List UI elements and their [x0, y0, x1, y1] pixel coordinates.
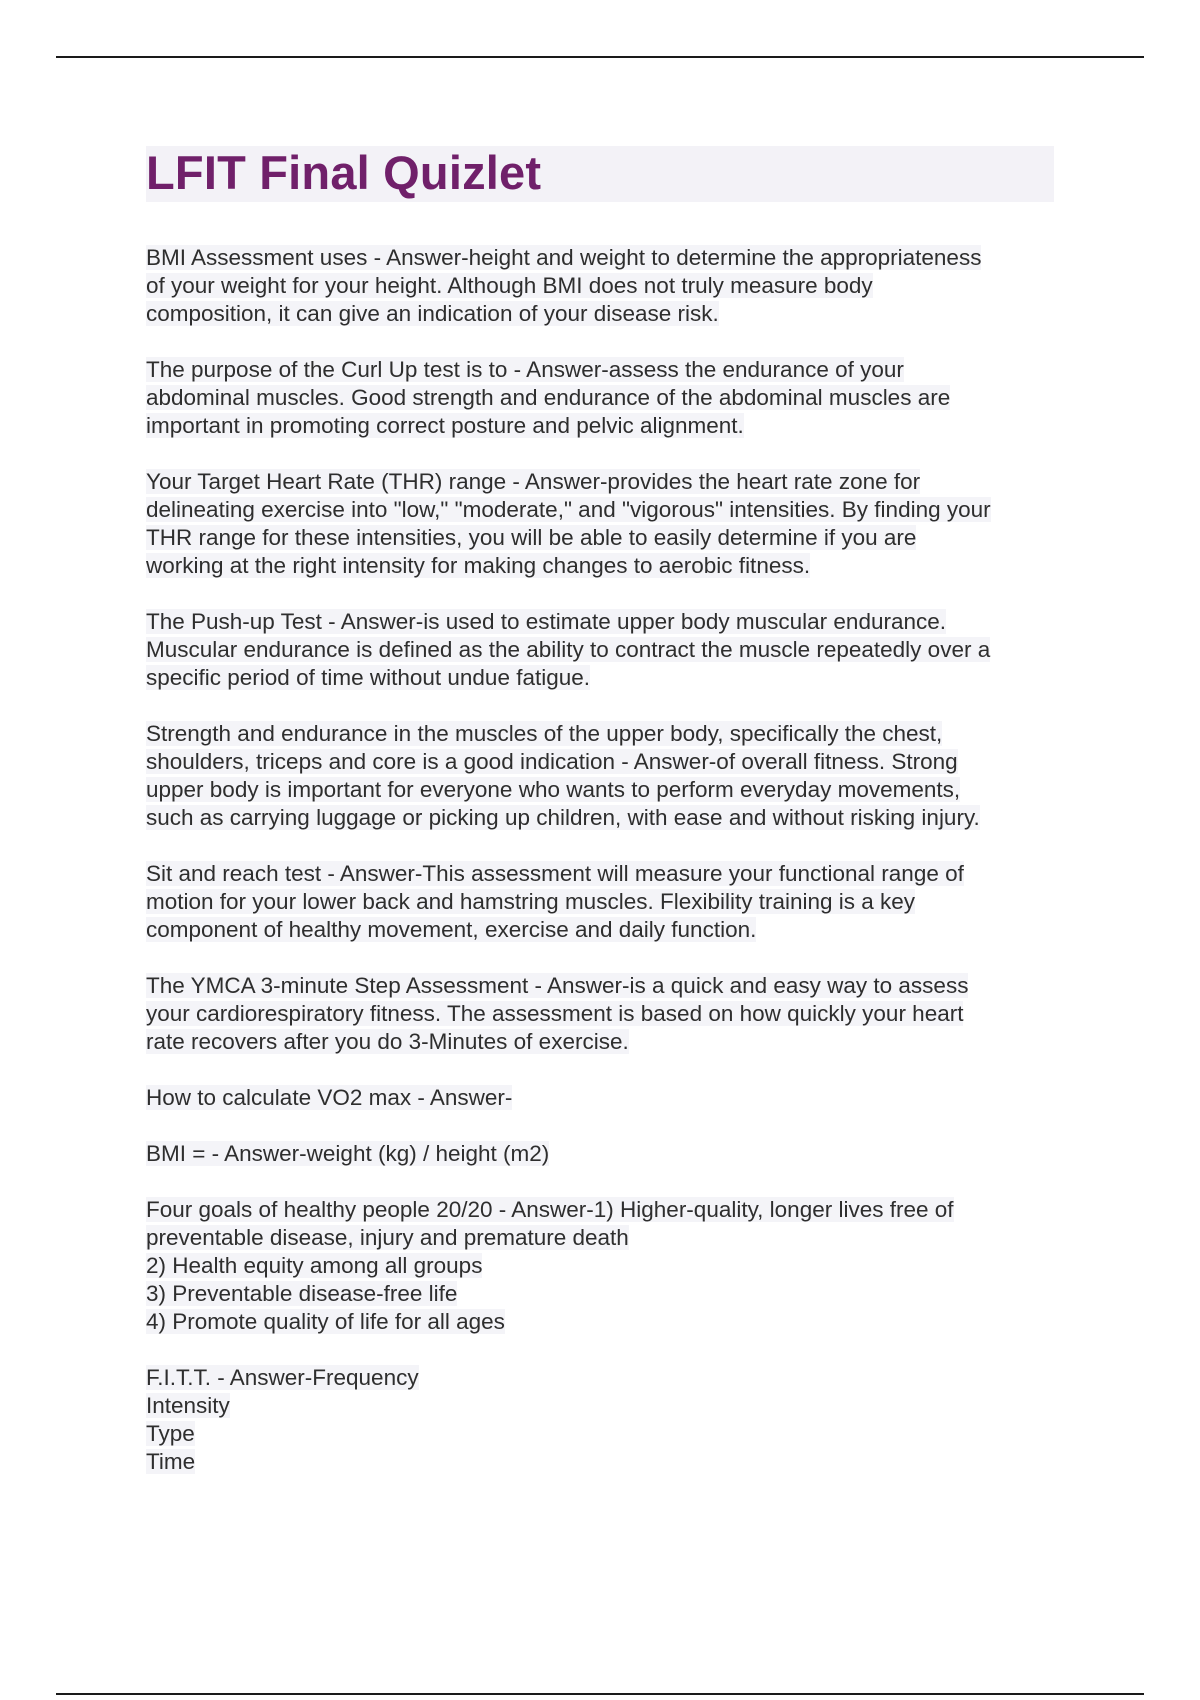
entry-line	[146, 1308, 1076, 1336]
entry-text: important in promoting correct posture and pelvic alignment.	[146, 413, 744, 438]
entry-text: The YMCA 3-minute Step Assessment - Answer-is a quick and easy way to assess	[146, 973, 969, 998]
entry-line	[146, 244, 1076, 272]
entry-line	[146, 888, 1076, 916]
entry-text: your cardiorespiratory fitness. The assessment is based on how quickly your heart	[146, 1001, 964, 1026]
entry-text: of your weight for your height. Although BMI does not truly measure body	[146, 273, 873, 298]
entry-text: 3) Preventable disease-free life	[146, 1281, 458, 1306]
entry-line	[146, 1028, 1076, 1056]
entry-line	[146, 1364, 1076, 1392]
quiz-entry	[146, 972, 1076, 1056]
entry-text: How to calculate VO2 max - Answer-	[146, 1085, 513, 1110]
entry-text: Muscular endurance is defined as the ability to contract the muscle repeatedly over a	[146, 637, 991, 662]
entry-text: Four goals of healthy people 20/20 - Answer-1) Higher-quality, longer lives free of	[146, 1197, 954, 1222]
entry-line	[146, 496, 1076, 524]
quiz-entry	[146, 1364, 1076, 1476]
entry-line	[146, 748, 1076, 776]
quiz-entry	[146, 356, 1076, 440]
entry-line	[146, 1392, 1076, 1420]
entry-text: motion for your lower back and hamstring muscles. Flexibility training is a key	[146, 889, 916, 914]
entry-text: Strength and endurance in the muscles of the upper body, specifically the chest,	[146, 721, 943, 746]
entry-text: such as carrying luggage or picking up children, with ease and without risking injury.	[146, 805, 980, 830]
entry-text: shoulders, triceps and core is a good indication - Answer-of overall fitness. Strong	[146, 749, 958, 774]
entry-line	[146, 524, 1076, 552]
entry-line	[146, 1280, 1076, 1308]
entry-text: Time	[146, 1449, 196, 1474]
entry-text: abdominal muscles. Good strength and endurance of the abdominal muscles are	[146, 385, 951, 410]
entry-line	[146, 1084, 1076, 1112]
entry-line	[146, 384, 1076, 412]
entry-text: Type	[146, 1421, 195, 1446]
entry-text: 4) Promote quality of life for all ages	[146, 1309, 505, 1334]
entry-text: Intensity	[146, 1393, 230, 1418]
entry-line	[146, 860, 1076, 888]
quiz-entry	[146, 468, 1076, 580]
entry-line	[146, 1252, 1076, 1280]
quiz-entry	[146, 860, 1076, 944]
entry-line	[146, 412, 1076, 440]
page-title: LFIT Final Quizlet	[146, 146, 542, 199]
top-rule	[56, 56, 1144, 58]
entry-line	[146, 608, 1076, 636]
entry-line	[146, 972, 1076, 1000]
entry-line	[146, 776, 1076, 804]
entry-line	[146, 1196, 1076, 1224]
entry-line	[146, 1420, 1076, 1448]
entry-text: Your Target Heart Rate (THR) range - Answer-provides the heart rate zone for	[146, 469, 921, 494]
entry-line	[146, 916, 1076, 944]
entry-text: The purpose of the Curl Up test is to - Answer-assess the endurance of your	[146, 357, 904, 382]
quiz-entry	[146, 1196, 1076, 1336]
entry-line	[146, 356, 1076, 384]
entry-text: working at the right intensity for making changes to aerobic fitness.	[146, 553, 811, 578]
entry-text: upper body is important for everyone who wants to perform everyday movements,	[146, 777, 961, 802]
entry-line	[146, 1224, 1076, 1252]
entry-text: 2) Health equity among all groups	[146, 1253, 483, 1278]
entry-line	[146, 552, 1076, 580]
entry-text: rate recovers after you do 3-Minutes of exercise.	[146, 1029, 629, 1054]
entry-text: The Push-up Test - Answer-is used to estimate upper body muscular endurance.	[146, 609, 947, 634]
entry-text: BMI Assessment uses - Answer-height and weight to determine the appropriateness	[146, 245, 982, 270]
entry-text: delineating exercise into "low," "moderate," and "vigorous" intensities. By finding your	[146, 497, 991, 522]
quiz-content	[146, 244, 1076, 1504]
entry-text: THR range for these intensities, you will be able to easily determine if you are	[146, 525, 917, 550]
entry-text: preventable disease, injury and premature death	[146, 1225, 629, 1250]
quiz-entry	[146, 720, 1076, 832]
entry-text: component of healthy movement, exercise and daily function.	[146, 917, 757, 942]
bottom-rule	[56, 1693, 1144, 1695]
entry-line	[146, 272, 1076, 300]
quiz-entry	[146, 1084, 1076, 1112]
entry-text: F.I.T.T. - Answer-Frequency	[146, 1365, 419, 1390]
entry-line	[146, 1448, 1076, 1476]
entry-line	[146, 804, 1076, 832]
quiz-entry	[146, 608, 1076, 692]
entry-line	[146, 664, 1076, 692]
entry-line	[146, 1000, 1076, 1028]
entry-text: BMI = - Answer-weight (kg) / height (m2)	[146, 1141, 550, 1166]
entry-text: specific period of time without undue fatigue.	[146, 665, 591, 690]
entry-line	[146, 720, 1076, 748]
entry-line	[146, 468, 1076, 496]
quiz-entry	[146, 244, 1076, 328]
entry-line	[146, 1140, 1076, 1168]
quiz-entry	[146, 1140, 1076, 1168]
entry-line	[146, 300, 1076, 328]
entry-text: composition, it can give an indication of your disease risk.	[146, 301, 719, 326]
entry-text: Sit and reach test - Answer-This assessment will measure your functional range of	[146, 861, 964, 886]
entry-line	[146, 636, 1076, 664]
